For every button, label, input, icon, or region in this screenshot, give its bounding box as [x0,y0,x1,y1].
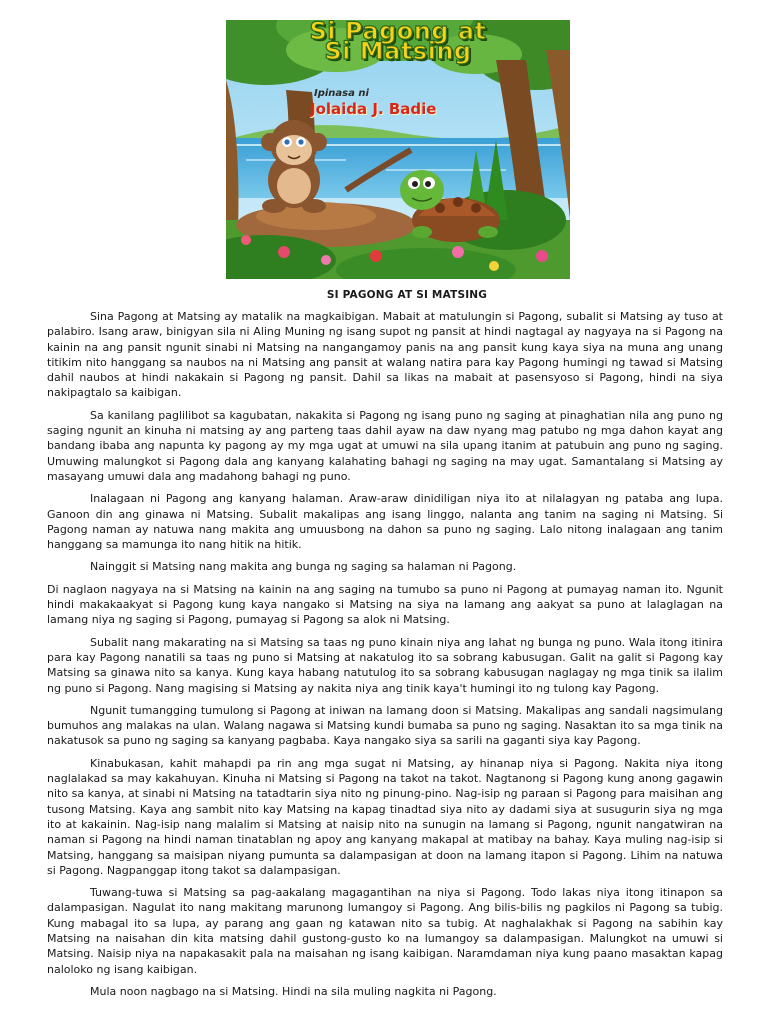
cover-author: Jolaida J. Badie [310,100,437,118]
paragraph: Subalit nang makarating na si Matsing sa taas ng puno kinain niya ang lahat ng bunga ng puno. Wala itong itinira para kay Pagong nanatili sa taas ng puno si Matsing at nakatulog ito sa sobrang kabusugan. Galit na galit si Pagong kay Matsing sa ginawa nito sa kanya. Kung kaya habang natutulog ito sa sobrang kabusugan naglagay ng mga tinik sa ilalim ng puno si Pagong. Nang magising si Matsing ay nakita niya ang tinik kaya't humingi ito ng tulong kay Pagong. [47,635,723,695]
paragraph: Tuwang-tuwa si Matsing sa pag-aakalang magagantihan na niya si Pagong. Todo lakas niya itong itinapon sa dalampasigan. Nagulat ito nang makitang marunong lumangoy si Pagong. Ang bilis-bilis ng pagkilos ni Pagong sa tubig. Kung mabagal ito sa lupa, ay parang ang gaan ng katawan nito sa tubig. At naghalakhak si Pagong na sabihin kay Matsing na naisahan din kita matsing dahil gustong-gusto ko na lumangoy sa dalampasigan. Malungkot na umuwi si Matsing. Naisip niya na napakasakit pala na maisahan ng isang kaibigan. Naramdaman niya kung paano masaktan kapag naloloko ng isang kaibigan. [47,886,723,976]
paragraph: Nainggit si Matsing nang makita ang bunga ng saging sa halaman ni Pagong. [90,560,517,574]
paragraph: Kinabukasan, kahit mahapdi pa rin ang mga sugat ni Matsing, ay hinanap niya si Pagong. Nakita niya itong naglalakad sa may kakahuyan. Kinuha ni Matsing si Pagong na takot na takot. Nagtanong si Pagong kung anong gagawin nito sa kanya, at sinabi ni Matsing na tatadtarin siya nito ng pinung-pino. Nag-isip ng paraan si Pagong para maisihan ang tusong Matsing. Kaya ang sambit nito kay Matsing na kapag tinadtad siya nito ay dadami siya at susugurin siya ng mga ito at kakainin. Nag-isip nang malalim si Matsing at naisip nito na sunugin na lamang si Pagong, ngunit nangatwiran na naman si Pagong na hindi naman tinatablan ng apoy ang kanyang makapal at matibay na bahay. Kaya muling nag-isip si Matsing, hanggang sa maisipan niyang pumunta sa dalampasigan at doon na lamang itapon si Pagong. Lihim na natuwa si Pagong. Nagpanggap itong takot sa dalampasigan. [47,756,723,877]
cover-title-line2: Si Matsing [324,37,472,65]
story-body [47,309,723,1006]
paragraph: Sina Pagong at Matsing ay matalik na magkaibigan. Mabait at matulungin si Pagong, subalit si Matsing ay tuso at palabiro. Isang araw, binigyan sila ni Aling Muning ng isang supot ng pansit at hindi nagtagal ay nagyaya na si Pagong na kainin na ang pansit ngunit sinabi ni Matsing na nangangamoy panis na ang pansit kung kaya siya na muna ang unang titikim nito hanggang sa naubos na ni Matsing ang pansit at walang natira para kay Pagong humingi ng tawad si Matsing dahil naubos at hindi nakakain si Pagong ng pansit. Dahil sa likas na mabait at pasensyoso si Pagong, hindi na siya nakipagtalo sa kaibigan. [47,310,723,400]
paragraph: Mula noon nagbago na si Matsing. Hindi na sila muling nagkita ni Pagong. [90,984,497,998]
paragraph: Sa kanilang paglilibot sa kagubatan, nakakita si Pagong ng isang puno ng saging at pinaghatian nila ang puno ng saging ngunit an kinuha ni matsing ay ang parteng taas dahil ayaw na daw nyang mag patubo ng mga dahon kayat ang bandang ibaba ang napunta ky pagong ay my mga ugat at umuwi na sila upang itanim at patubuin ang puno ng saging. Umuwing malungkot si Pagong dala ang kanyang kalahating bahagi ng saging na may ugat. Samantalang si Matsing ay masayang umuwi dala ang madahong bahagi ng puno. [47,408,723,483]
cover-title-line1: Si Pagong at [309,20,487,45]
cover-illustration [226,20,570,279]
paragraph: Di naglaon nagyaya na si Matsing na kainin na ang saging na tumubo sa puno ni Pagong at pumayag naman ito. Ngunit hindi makakaakyat si Pagong kung kaya nangako si Matsing na siya na lamang ang aakyat sa puno at lalaglagan na lamang niya ng saging si Pagong, pumayag si Pagong sa alok ni Matsing. [47,582,723,627]
document-title: SI PAGONG AT SI MATSING [326,289,488,301]
paragraph: Inalagaan ni Pagong ang kanyang halaman. Araw-araw dinidiligan niya ito at nilalagyan ng pataba ang lupa. Ganoon din ang ginawa ni Matsing. Subalit makalipas ang isang linggo, nalanta ang tanim na saging ni Matsing. Si Pagong naman ay natuwa nang makita ang umuusbong na dahon sa puno ng saging. Lalo nitong inalagaan ang tanim hanggang sa mamunga ito nang hitik na hitik. [47,492,723,552]
cover-byline: Ipinasa ni [314,88,369,99]
paragraph: Ngunit tumangging tumulong si Pagong at iniwan na lamang doon si Matsing. Makalipas ang sandali nagsimulang bumuhos ang malakas na ulan. Walang nagawa si Matsing kundi bumaba sa puno ng saging. Nasaktan ito sa mga tinik na nakatusok sa puno ng saging sa kanyang pagbaba. Kaya nangako siya sa sarili na gaganti siya kay Pagong. [47,703,723,748]
